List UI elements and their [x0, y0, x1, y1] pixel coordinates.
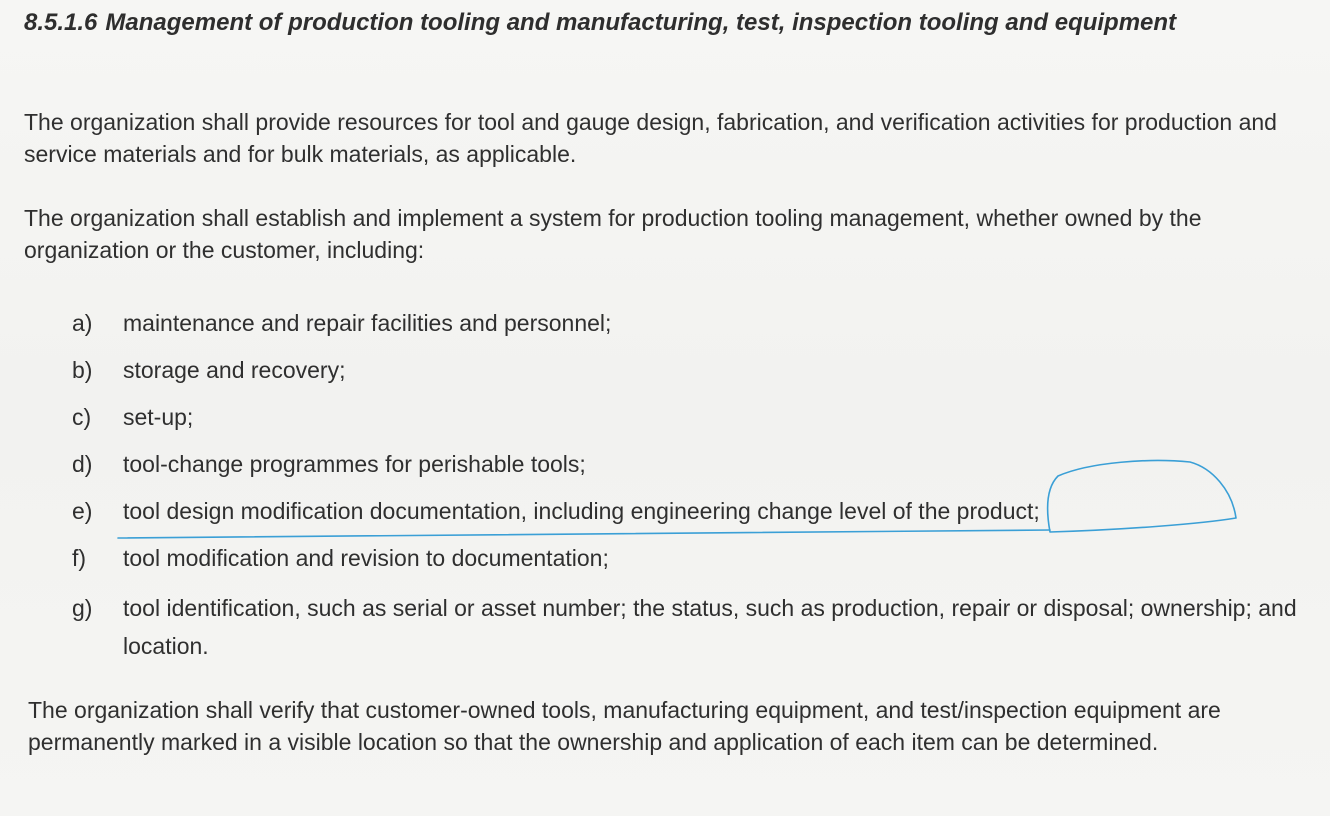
paragraph-tooling-system: The organization shall establish and implement a system for production tooling management, whether owned by the organization or the customer, including: — [24, 205, 1202, 263]
list-item — [72, 495, 1322, 527]
list-item — [72, 589, 1322, 665]
list-item-text: tool modification and revision to documentation; — [123, 545, 609, 571]
list-marker: b) — [72, 357, 93, 383]
list-item-text: tool-change programmes for perishable tools; — [123, 451, 586, 477]
list-item-text: storage and recovery; — [123, 357, 346, 383]
section-heading — [24, 6, 1284, 40]
list-item — [72, 401, 1322, 433]
list-marker: d) — [72, 451, 93, 477]
list-marker: g) — [72, 595, 93, 621]
paragraph-customer-owned-marking: The organization shall verify that customer-owned tools, manufacturing equipment, and test/inspection equipment are permanently marked in a visible location so that the ownership and application of each item can be determined. — [28, 697, 1221, 755]
section-title: Management of production tooling and manufacturing, test, inspection tooling and equipment — [105, 9, 1177, 36]
list-marker: e) — [72, 498, 93, 524]
list-item — [72, 307, 1322, 339]
list-item — [72, 354, 1322, 386]
list-marker: f) — [72, 545, 87, 571]
list-item — [72, 448, 1322, 480]
list-item — [72, 542, 1322, 574]
list-item-text: tool design modification documentation, including engineering change level of the product; — [123, 498, 1040, 524]
list-item-text: maintenance and repair facilities and personnel; — [123, 310, 612, 336]
requirements-list — [72, 307, 1322, 680]
section-number: 8.5.1.6 — [24, 9, 98, 36]
list-item-text: tool identification, such as serial or asset number; the status, such as production, repair or disposal; ownership; and location. — [123, 595, 1297, 659]
list-marker: c) — [72, 404, 92, 430]
list-marker: a) — [72, 310, 93, 336]
list-item-text: set-up; — [123, 404, 194, 430]
paragraph-resources: The organization shall provide resources for tool and gauge design, fabrication, and verification activities for production and service materials and for bulk materials, as applicable. — [24, 109, 1277, 167]
